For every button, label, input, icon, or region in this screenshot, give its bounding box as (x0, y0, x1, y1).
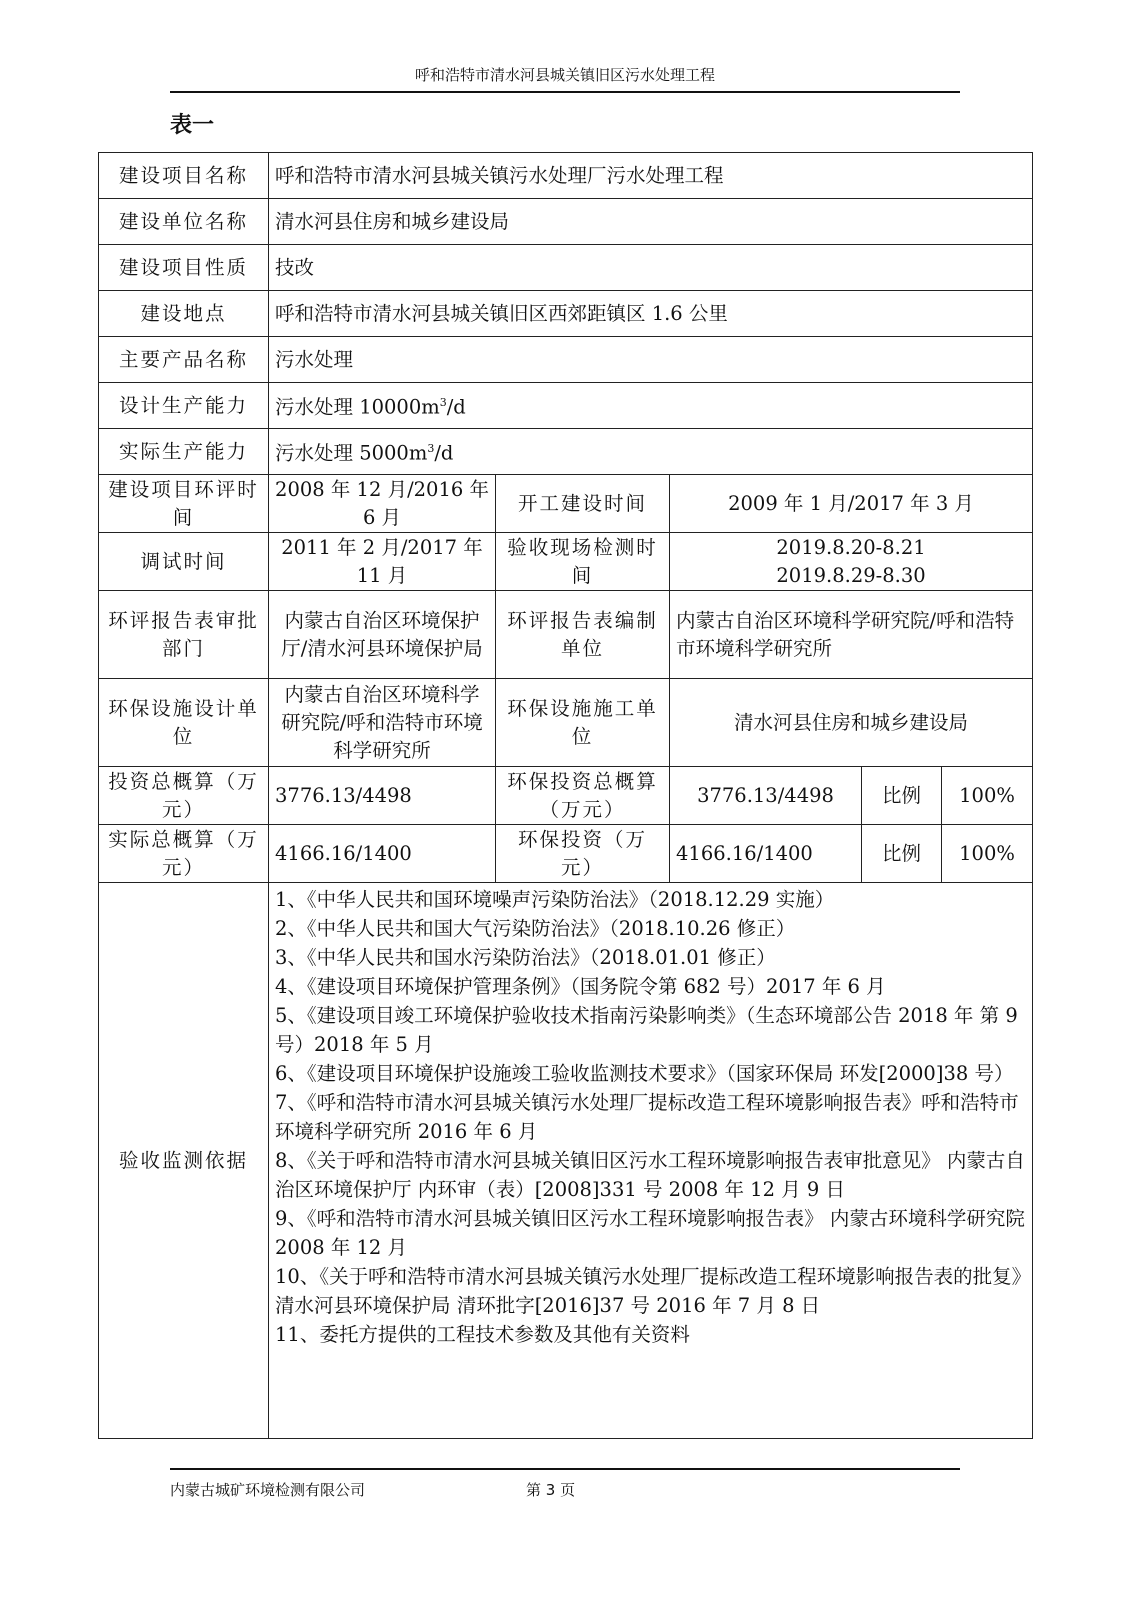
label-actual-capacity: 实际生产能力 (99, 429, 269, 475)
label-location: 建设地点 (99, 291, 269, 337)
label-eia-time: 建设项目环评时间 (99, 475, 269, 533)
value-start-time: 2009 年 1 月/2017 年 3 月 (670, 475, 1033, 533)
value-debug-time: 2011 年 2 月/2017 年 11 月 (269, 533, 496, 591)
value-design-unit: 内蒙古自治区环境科学研究院/呼和浩特市环境科学研究所 (269, 679, 496, 767)
basis-item: 8、《关于呼和浩特市清水河县城关镇旧区污水工程环境影响报告表审批意见》 内蒙古自治区环境保护厅 内环审（表）[2008]331 号 2008 年 12 月 9 日 (275, 1149, 1025, 1201)
basis-item: 2、《中华人民共和国大气污染防治法》（2018.10.26 修正） (275, 917, 796, 940)
row-invest-est (99, 767, 1033, 825)
value-inspection-time (670, 533, 1033, 591)
basis-item: 1、《中华人民共和国环境噪声污染防治法》（2018.12.29 实施） (275, 888, 835, 911)
design-capacity-main: 污水处理 10000m (275, 395, 440, 419)
basis-item: 4、《建设项目环境保护管理条例》（国务院令第 682 号）2017 年 6 月 (275, 975, 886, 998)
basis-item: 5、《建设项目竣工环境保护验收技术指南污染影响类》（生态环境部公告 2018 年 第 9 号）2018 年 5 月 (275, 1004, 1018, 1056)
basis-item: 10、《关于呼和浩特市清水河县城关镇污水处理厂提标改造工程环境影响报告表的批复》清水河县环境保护局 清环批字[2016]37 号 2016 年 7 月 8 日 (275, 1265, 1022, 1317)
design-capacity-unit-sup: 3 (439, 396, 447, 410)
label-project-name: 建设项目名称 (99, 153, 269, 199)
label-inspection-time: 验收现场检测时间 (496, 533, 670, 591)
value-eia-dept: 内蒙古自治区环境保护厅/清水河县环境保护局 (269, 591, 496, 679)
row-eia-dept (99, 591, 1033, 679)
label-env-invest-actual: 环保投资（万元） (496, 825, 670, 883)
design-capacity-unit: /d (446, 395, 466, 419)
actual-capacity-main: 污水处理 5000m (275, 441, 428, 465)
label-invest-est: 投资总概算（万元） (99, 767, 269, 825)
basis-item: 3、《中华人民共和国水污染防治法》（2018.01.01 修正） (275, 946, 776, 969)
row-design-unit (99, 679, 1033, 767)
value-ratio-est: 100% (942, 767, 1033, 825)
basis-item: 9、《呼和浩特市清水河县城关镇旧区污水工程环境影响报告表》 内蒙古环境科学研究院 2008 年 12 月 (275, 1207, 1025, 1259)
value-invest-est: 3776.13/4498 (269, 767, 496, 825)
row-basis (99, 883, 1033, 1439)
label-construction-unit: 环保设施施工单位 (496, 679, 670, 767)
header-rule (170, 91, 960, 93)
label-eia-compiler: 环评报告表编制单位 (496, 591, 670, 679)
inspection-time-line-2: 2019.8.29-8.30 (776, 563, 926, 587)
label-design-capacity: 设计生产能力 (99, 383, 269, 429)
value-eia-compiler: 内蒙古自治区环境科学研究院/呼和浩特市环境科学研究所 (670, 591, 1033, 679)
label-eia-dept: 环评报告表审批部门 (99, 591, 269, 679)
value-actual-capacity (269, 429, 1033, 475)
project-info-table (98, 152, 1033, 1439)
row-invest-actual (99, 825, 1033, 883)
label-invest-actual: 实际总概算（万元） (99, 825, 269, 883)
label-unit-name: 建设单位名称 (99, 199, 269, 245)
label-debug-time: 调试时间 (99, 533, 269, 591)
value-project-name: 呼和浩特市清水河县城关镇污水处理厂污水处理工程 (269, 153, 1033, 199)
label-basis: 验收监测依据 (99, 883, 269, 1439)
value-env-invest-actual: 4166.16/1400 (670, 825, 862, 883)
value-unit-name: 清水河县住房和城乡建设局 (269, 199, 1033, 245)
section-title: 表一 (170, 112, 215, 138)
basis-list (269, 883, 1033, 1439)
basis-item: 6、《建设项目环境保护设施竣工验收监测技术要求》（国家环保局 环发[2000]38 号） (275, 1062, 1014, 1085)
label-product: 主要产品名称 (99, 337, 269, 383)
value-design-capacity (269, 383, 1033, 429)
value-eia-time: 2008 年 12 月/2016 年 6 月 (269, 475, 496, 533)
value-env-invest-est: 3776.13/4498 (670, 767, 862, 825)
label-start-time: 开工建设时间 (496, 475, 670, 533)
value-nature: 技改 (269, 245, 1033, 291)
value-construction-unit: 清水河县住房和城乡建设局 (670, 679, 1033, 767)
actual-capacity-unit: /d (434, 441, 454, 465)
row-actual-capacity (99, 429, 1033, 475)
label-design-unit: 环保设施设计单位 (99, 679, 269, 767)
footer-rule (170, 1468, 960, 1470)
label-nature: 建设项目性质 (99, 245, 269, 291)
row-unit-name (99, 199, 1033, 245)
row-eia-time (99, 475, 1033, 533)
running-header: 呼和浩特市清水河县城关镇旧区污水处理工程 (414, 66, 715, 84)
inspection-time-line-1: 2019.8.20-8.21 (776, 535, 926, 559)
footer-page-number: 第 3 页 (526, 1481, 576, 1499)
basis-item: 7、《呼和浩特市清水河县城关镇污水处理厂提标改造工程环境影响报告表》呼和浩特市环境科学研究所 2016 年 6 月 (275, 1091, 1019, 1143)
value-invest-actual: 4166.16/1400 (269, 825, 496, 883)
row-product (99, 337, 1033, 383)
row-location (99, 291, 1033, 337)
actual-capacity-unit-sup: 3 (427, 442, 435, 456)
row-design-capacity (99, 383, 1033, 429)
label-ratio-est: 比例 (862, 767, 942, 825)
value-ratio-actual: 100% (942, 825, 1033, 883)
value-product: 污水处理 (269, 337, 1033, 383)
basis-item: 11、委托方提供的工程技术参数及其他有关资料 (275, 1323, 690, 1346)
footer-company: 内蒙古城矿环境检测有限公司 (170, 1481, 366, 1499)
row-nature (99, 245, 1033, 291)
label-ratio-actual: 比例 (862, 825, 942, 883)
row-project-name (99, 153, 1033, 199)
row-debug-time (99, 533, 1033, 591)
label-env-invest-est: 环保投资总概算（万元） (496, 767, 670, 825)
value-location: 呼和浩特市清水河县城关镇旧区西郊距镇区 1.6 公里 (269, 291, 1033, 337)
